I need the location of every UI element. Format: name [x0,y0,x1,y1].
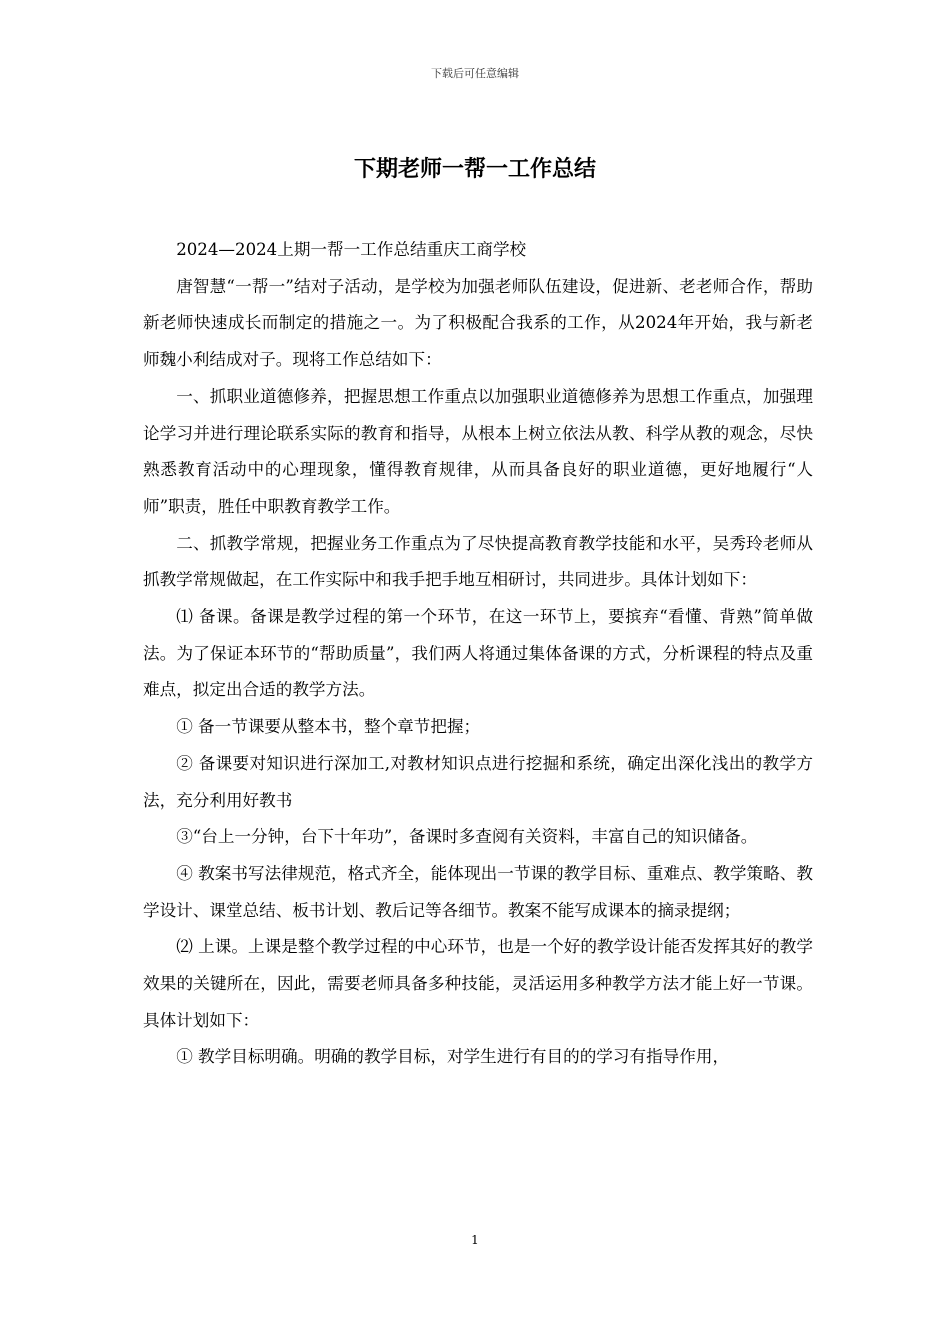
paragraph-prep-item-2: ② 备课要对知识进行深加工,对教材知识点进行挖掘和系统，确定出深化浅出的教学方法，充分利用好教书 [143,753,813,810]
paragraph-section-1: 一、抓职业道德修养，把握思想工作重点以加强职业道德修养为思想工作重点，加强理论学习并进行理论联系实际的教育和指导，从根本上树立依法从教、科学从教的观念，尽快熟悉教育活动中的心理现象，懂得教育规律，从而具备良好的职业道德，更好地履行“人师”职责，胜任中职教育教学工作。 [143,386,813,516]
paragraph-teaching-item-1: ① 教学目标明确。明确的教学目标，对学生进行有目的的学习有指导作用， [176,1047,730,1067]
paragraph-subtitle: 2024—2024上期一帮一工作总结重庆工商学校 [176,240,527,259]
document-title: 下期老师一帮一工作总结 [353,157,596,182]
paragraph-lesson-prep: ⑴ 备课。备课是教学过程的第一个环节，在这一环节上，要摈弃“看懂、背熟”简单做法。为了保证本环节的“帮助质量”，我们两人将通过集体备课的方式，分析课程的特点及重难点，拟定出合适的教学方法。 [143,607,813,700]
paragraph-section-2: 二、抓教学常规，把握业务工作重点为了尽快提高教育教学技能和水平，吴秀玲老师从抓教学常规做起，在工作实际中和我手把手地互相研讨，共同进步。具体计划如下： [143,533,813,590]
paragraph-prep-item-1: ① 备一节课要从整本书，整个章节把握； [176,717,481,737]
paragraph-prep-item-4: ④ 教案书写法律规范，格式齐全，能体现出一节课的教学目标、重难点、教学策略、教学设计、课堂总结、板书计划、教后记等各细节。教案不能写成课本的摘录提纲； [143,863,813,920]
paragraph-prep-item-3: ③“台上一分钟，台下十年功”，备课时多查阅有关资料，丰富自己的知识储备。 [176,827,758,847]
page-number: 1 [471,1233,479,1247]
page-header-note: 下载后可任意编辑 [431,67,519,80]
paragraph-intro: 唐智慧“一帮一”结对子活动，是学校为加强老师队伍建设，促进新、老老师合作，帮助新老师快速成长而制定的措施之一。为了积极配合我系的工作，从2024年开始，我与新老师魏小利结成对子。现将工作总结如下： [143,276,813,370]
document-body [143,232,813,1076]
paragraph-teaching: ⑵ 上课。上课是整个教学过程的中心环节，也是一个好的教学设计能否发挥其好的教学效果的关键所在，因此，需要老师具备多种技能，灵活运用多种教学方法才能上好一节课。具体计划如下： [143,937,813,1030]
